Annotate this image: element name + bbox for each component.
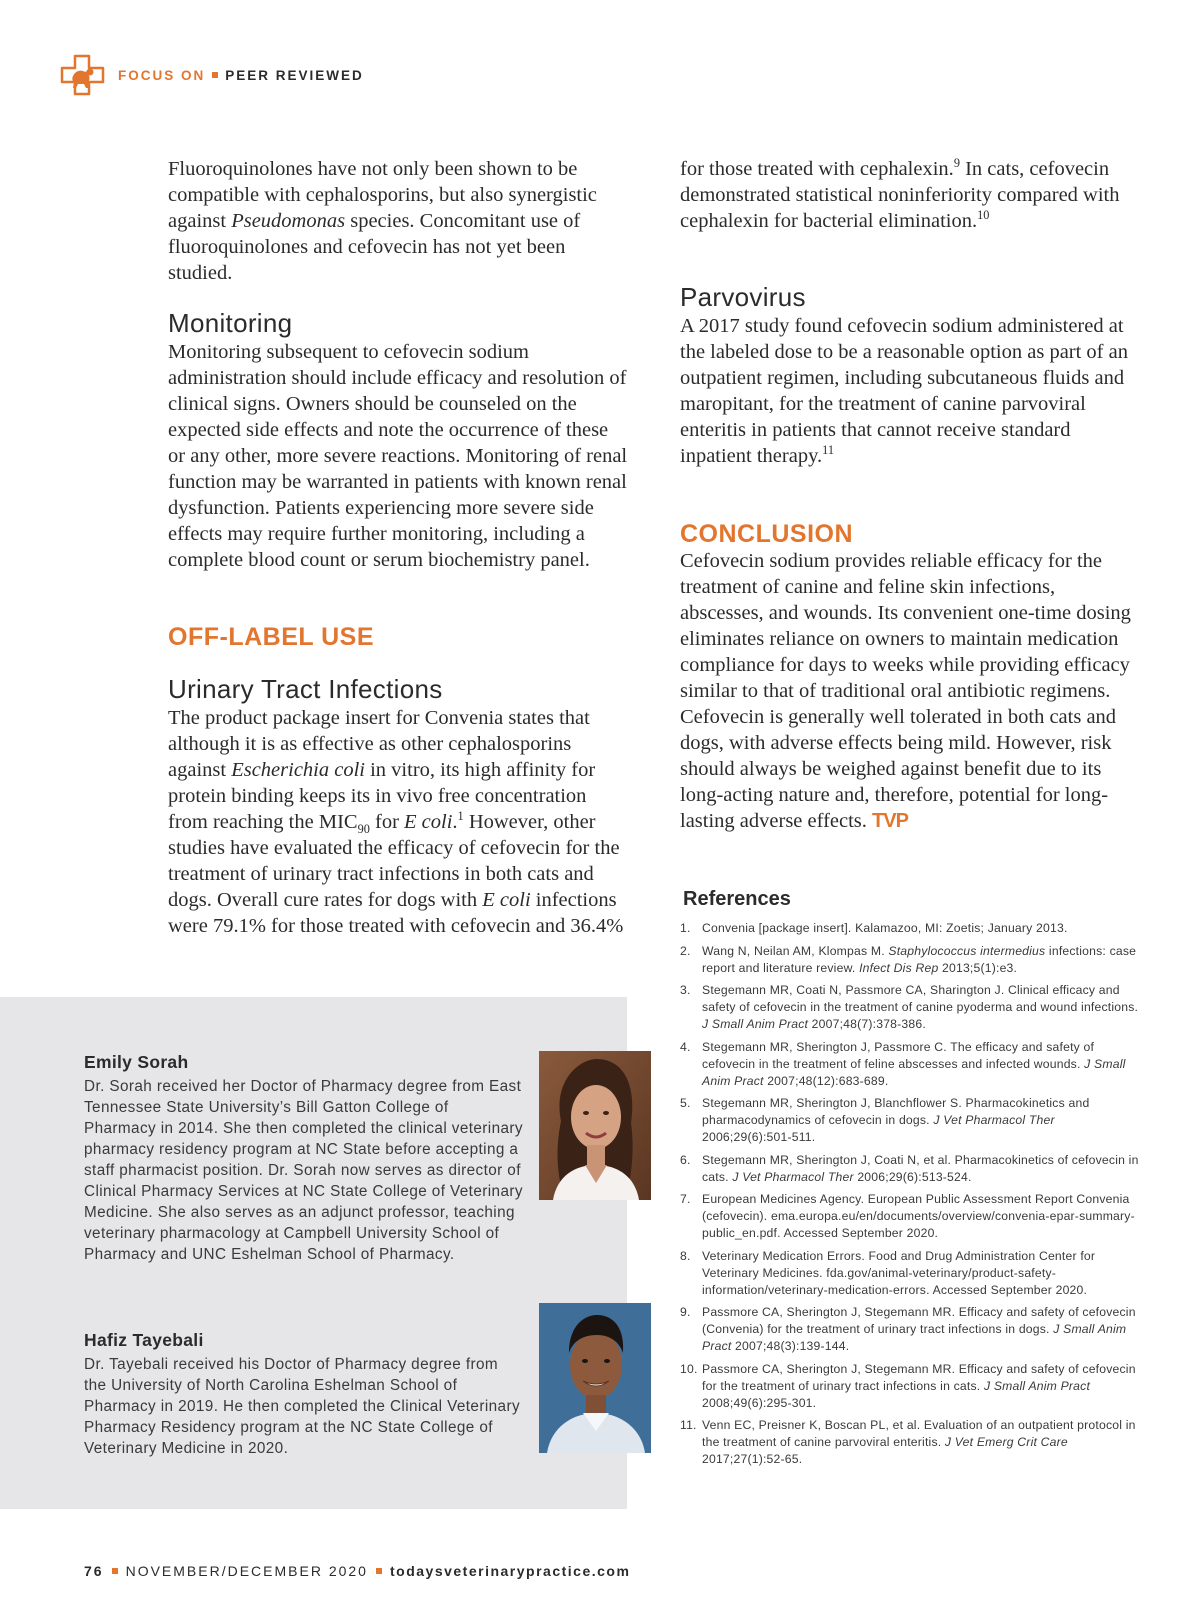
reference-journal: J Vet Pharmacol Ther	[933, 1113, 1055, 1127]
citation-9: 9	[953, 156, 960, 171]
author-bio-sorah: Dr. Sorah received her Doctor of Pharmacy degree from East Tennessee State University’s Bill Gatton College of Pharmacy in 2014. She then completed the clinical veterinary pharmacy residency program at NC State before accepting a staff pharmacist position. Dr. Sorah now serves as director of Clinical Pharmacy Services at NC State College of Veterinary Medicine. She also serves as an adjunct professor, teaching veterinary pharmacology at Campbell University School of Pharmacy and UNC Eshelman School of Pharmacy.	[84, 1078, 523, 1263]
reference-text: Stegemann MR, Coati N, Passmore CA, Sharington J. Clinical efficacy and safety of cefovecin in the treatment of canine pyoderma and wound infections.	[702, 983, 1139, 1014]
author-name-tayebali: Hafiz Tayebali	[84, 1330, 204, 1350]
author-photo-tayebali	[539, 1303, 651, 1453]
continued-text-1: for those treated with cephalexin.	[680, 158, 954, 180]
reference-text: Passmore CA, Sherington J, Stegemann MR. Efficacy and safety of cefovecin (Convenia) for the treatment of urinary tract infections in dogs.	[702, 1305, 1136, 1336]
reference-text: 2017;27(1):52-65.	[702, 1452, 803, 1466]
reference-item	[680, 1152, 1140, 1186]
reference-journal: J Small Anim Pract	[702, 1056, 1126, 1088]
reference-text: Convenia [package insert]. Kalamazoo, MI: Zoetis; January 2013.	[702, 921, 1068, 935]
reference-item	[680, 1039, 1140, 1090]
reference-number: 7.	[680, 1192, 691, 1206]
reference-text: European Medicines Agency. European Public Assessment Report Convenia (cefovecin). ema.europa.eu/en/documents/overview/convenia-epar-summary-public_en.pdf. Accessed September 2020.	[702, 1192, 1135, 1240]
parvovirus-paragraph	[680, 313, 1140, 469]
citation-11: 11	[822, 443, 834, 458]
reference-item	[680, 943, 1140, 977]
reference-text: 2007;48(3):139-144.	[731, 1339, 850, 1353]
section-label	[118, 68, 364, 83]
peer-reviewed-label: PEER REVIEWED	[225, 68, 364, 83]
reference-text: Stegemann MR, Sherington J, Passmore C. The efficacy and safety of cefovecin in the treatment of feline abscesses and infected wounds.	[702, 1039, 1095, 1071]
reference-item	[680, 1095, 1140, 1146]
intro-text-2: species. Concomitant use of fluoroquinolones and cefovecin has not yet been studied.	[168, 210, 581, 284]
citation-10: 10	[977, 208, 990, 223]
tvp-logo: TVP	[872, 810, 908, 832]
references-heading: References	[683, 888, 791, 910]
conclusion-text: Cefovecin sodium provides reliable efficacy for the treatment of canine and feline skin infections, abscesses, and wounds. Its convenient one-time dosing eliminates reliance on owners to maintain medication compliance for days to weeks while providing efficacy similar to that of traditional oral antibiotic regimens. Cefovecin is generally well tolerated in both cats and dogs, with adverse effects being mild. However, risk should always be weighed against benefit due to its long-acting nature and, therefore, potential for long-lasting adverse effects.	[680, 550, 1131, 832]
reference-item	[680, 982, 1140, 1033]
reference-text: Stegemann MR, Sherington J, Blanchflower S. Pharmacokinetics and pharmacodynamics of cefovecin in dogs.	[702, 1096, 1090, 1127]
cross-with-pets-icon	[60, 54, 106, 96]
author-name-sorah: Emily Sorah	[84, 1052, 189, 1072]
off-label-heading: OFF-LABEL USE	[168, 623, 375, 651]
reference-item	[680, 1361, 1140, 1412]
reference-text: Passmore CA, Sherington J, Stegemann MR. Efficacy and safety of cefovecin for the treatment of urinary tract infections in cats.	[702, 1361, 1136, 1393]
reference-item	[680, 1248, 1140, 1299]
reference-text: 2007;48(12):683-689.	[763, 1073, 889, 1088]
reference-journal: Staphylococcus intermedius	[888, 943, 1046, 958]
reference-text: 2007;48(7):378-386.	[808, 1017, 926, 1031]
references-list	[680, 920, 1140, 1474]
monitoring-paragraph: Monitoring subsequent to cefovecin sodium administration should include efficacy and resolution of clinical signs. Owners should be counseled on the expected side effects and note the occurrence of these or any other, more severe reactions. Monitoring of renal function may be warranted in patients with known renal dysfunction. Patients experiencing more severe side effects may require further monitoring, including a complete blood count or serum biochemistry panel.	[168, 341, 628, 571]
reference-number: 1.	[680, 921, 691, 935]
bullet-separator	[112, 1568, 118, 1574]
uti-heading: Urinary Tract Infections	[168, 674, 443, 704]
bullet-separator	[212, 72, 218, 78]
reference-text: 2006;29(6):501-511.	[702, 1130, 816, 1144]
reference-item	[680, 1417, 1140, 1468]
page-footer	[84, 1563, 630, 1579]
uti-text-2: in vitro, its high affinity for protein binding keeps its in vivo free concentration from reaching the MIC	[168, 759, 596, 833]
reference-number: 2.	[680, 943, 691, 958]
reference-journal: J Small Anim Pract	[702, 1322, 1127, 1353]
bullet-separator	[376, 1568, 382, 1574]
page-number: 76	[84, 1563, 104, 1579]
reference-number: 4.	[680, 1039, 691, 1054]
author-bio-box	[0, 997, 627, 1509]
author-photo-sorah	[539, 1051, 651, 1200]
reference-text: Stegemann MR, Sherington J, Coati N, et al. Pharmacokinetics of cefovecin in cats.	[702, 1152, 1139, 1184]
reference-journal: J Vet Emerg Crit Care	[944, 1435, 1068, 1449]
reference-text: Venn EC, Preisner K, Boscan PL, et al. Evaluation of an outpatient protocol in the treatment of canine parvoviral enteritis.	[702, 1418, 1136, 1449]
focus-on-label: FOCUS ON	[118, 68, 206, 83]
parvovirus-text: A 2017 study found cefovecin sodium administered at the labeled dose to be a reasonable option as part of an outpatient regimen, including subcutaneous fluids and maropitant, for the treatment of canine parvoviral enteritis in patients that cannot receive standard inpatient therapy.	[680, 315, 1128, 467]
conclusion-heading: CONCLUSION	[680, 520, 854, 548]
reference-journal: J Vet Pharmacol Ther	[732, 1169, 854, 1184]
uti-paragraph	[168, 705, 628, 939]
reference-number: 11.	[680, 1418, 697, 1432]
reference-journal: Infect Dis Rep	[859, 960, 939, 975]
monitoring-heading: Monitoring	[168, 308, 293, 338]
reference-item	[680, 1191, 1140, 1242]
reference-text: 2006;29(6):513-524.	[853, 1169, 972, 1184]
intro-italic: Pseudomonas	[231, 210, 346, 232]
reference-item	[680, 920, 1140, 937]
author-bio-tayebali: Dr. Tayebali received his Doctor of Pharmacy degree from the University of North Carolina Eshelman School of Pharmacy in 2019. He then completed the Clinical Veterinary Pharmacy Residency program at the NC State College of Veterinary Medicine in 2020.	[84, 1356, 520, 1457]
reference-number: 6.	[680, 1152, 691, 1167]
reference-text: infections: case report and literature review.	[702, 943, 1137, 975]
reference-number: 9.	[680, 1305, 691, 1319]
mic-subscript: 90	[357, 822, 370, 837]
reference-text: Veterinary Medication Errors. Food and Drug Administration Center for Veterinary Medicines. fda.gov/animal-veterinary/product-safety-information/veterinary-medication-errors. Accessed September 2020.	[702, 1248, 1096, 1297]
reference-number: 5.	[680, 1096, 691, 1110]
reference-text: 2008;49(6):295-301.	[702, 1395, 817, 1410]
conclusion-paragraph	[680, 548, 1142, 834]
reference-text: 2013;5(1):e3.	[938, 960, 1018, 975]
reference-number: 10.	[680, 1361, 698, 1376]
uti-text-4: .	[452, 811, 458, 833]
uti-text-5: However, other studies have evaluated the efficacy of cefovecin for the treatment of urinary tract infections in both cats and dogs. Overall cure rates for dogs with	[168, 811, 620, 911]
reference-item	[680, 1304, 1140, 1355]
uti-italic-3: E coli	[482, 889, 531, 911]
continued-paragraph	[680, 156, 1140, 234]
reference-journal: J Small Anim Pract	[983, 1378, 1091, 1393]
parvovirus-heading: Parvovirus	[680, 282, 806, 312]
continued-text-2: In cats, cefovecin demonstrated statistical noninferiority compared with cephalexin for bacterial elimination.	[680, 158, 1120, 232]
reference-number: 3.	[680, 983, 691, 997]
uti-italic-1: Escherichia coli	[231, 759, 365, 781]
intro-paragraph	[168, 156, 628, 286]
citation-1: 1	[457, 809, 464, 824]
uti-text-6: infections were 79.1% for those treated with cefovecin and 36.4%	[168, 889, 624, 937]
intro-text-1: Fluoroquinolones have not only been shown to be compatible with cephalosporins, but also synergistic against	[168, 158, 597, 232]
uti-text-1: The product package insert for Convenia states that although it is as effective as other cephalosporins against	[168, 707, 590, 781]
uti-text-3: for	[369, 811, 405, 833]
reference-journal: J Small Anim Pract	[702, 1017, 809, 1031]
issue-date: NOVEMBER/DECEMBER 2020	[125, 1563, 368, 1579]
uti-italic-2: E coli	[404, 811, 453, 833]
website-link[interactable]: todaysveterinarypractice.com	[389, 1563, 631, 1579]
reference-number: 8.	[680, 1248, 691, 1263]
reference-text: Wang N, Neilan AM, Klompas M.	[702, 943, 889, 958]
